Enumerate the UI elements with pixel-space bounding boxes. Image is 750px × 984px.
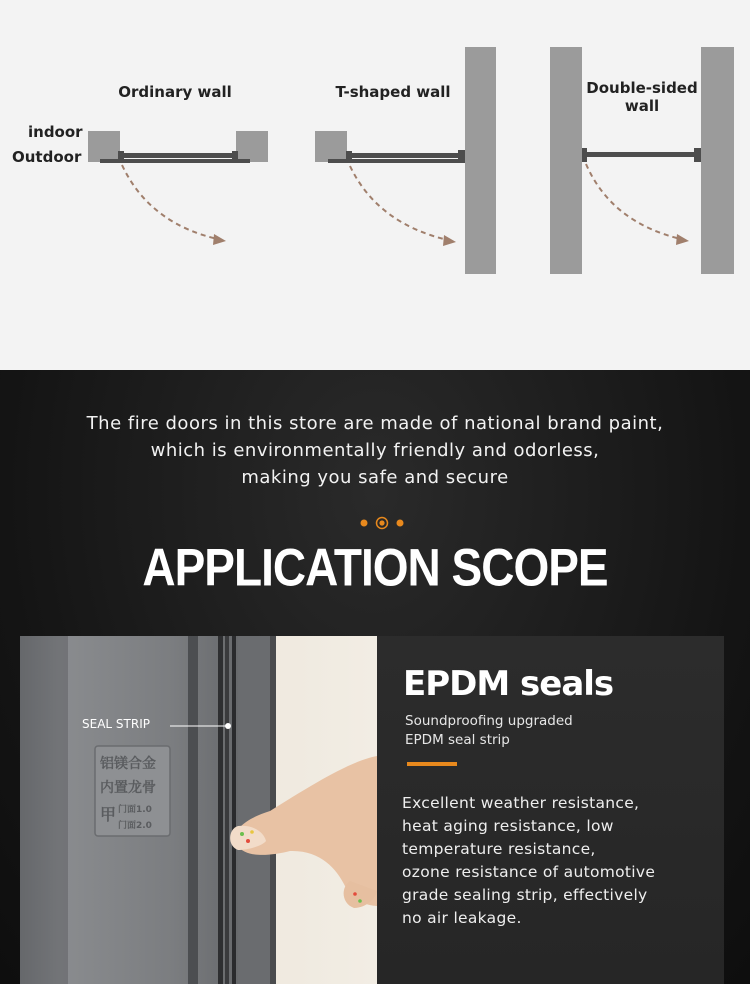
frame-groove (188, 636, 198, 984)
intro-text (0, 410, 750, 491)
frame-outer-edge (238, 636, 275, 984)
seal-strip-dark-2 (225, 636, 229, 984)
wall-types-diagram (0, 0, 750, 370)
svg-text:铝镁合金: 铝镁合金 (100, 756, 156, 772)
door-leaf (585, 152, 695, 157)
feature-desc-line: Excellent weather resistance, (402, 794, 640, 812)
seal-leader-dot (225, 723, 231, 729)
installation-diagram-section (0, 0, 750, 370)
double-sided-wall-label (580, 79, 704, 115)
door-leaf (122, 153, 234, 158)
seal-strip-photo (20, 636, 377, 984)
intro-line-2: which is environmentally friendly and odorless, (150, 440, 600, 461)
indoor-label: indoor (28, 123, 83, 141)
outdoor-label: Outdoor (12, 148, 82, 166)
right-wall-block (236, 131, 268, 162)
dot-right (397, 520, 404, 527)
svg-text:内置龙骨: 内置龙骨 (100, 780, 156, 796)
swing-arrow (350, 166, 452, 241)
arrow-head (213, 234, 226, 245)
feature-desc-line: temperature resistance, (402, 840, 596, 858)
swing-arrow (586, 164, 685, 240)
feature-subtitle-line-2: EPDM seal strip (405, 732, 510, 748)
left-tall-wall (550, 47, 582, 274)
seal-strip-dark-3 (232, 636, 236, 984)
feature-subtitle-line-1: Soundproofing upgraded (405, 713, 573, 729)
ordinary-wall-diagram (88, 131, 268, 245)
nail-dot-red-2 (353, 892, 357, 896)
dot-center (379, 520, 384, 525)
left-wall-block (88, 131, 120, 162)
door-leaf (350, 153, 460, 158)
feature-title: EPDM seals (403, 664, 614, 704)
nail-dot-yellow (250, 830, 254, 834)
right-tall-wall (701, 47, 734, 274)
tall-wall (465, 47, 496, 274)
tshaped-wall-diagram (315, 47, 496, 274)
arrow-head (443, 235, 456, 246)
accent-bar (407, 762, 457, 766)
door-stop (694, 148, 701, 162)
intro-line-3: making you safe and secure (241, 467, 509, 488)
feature-desc-line: heat aging resistance, low (402, 817, 614, 835)
double-sided-wall-label-line1: Double-sided (586, 79, 698, 97)
feature-desc-line: ozone resistance of automotive (402, 863, 656, 881)
nail-dot-green (240, 832, 244, 836)
svg-text:门面1.0: 门面1.0 (118, 805, 152, 815)
arrow-head (676, 234, 689, 245)
ordinary-wall-label: Ordinary wall (118, 83, 232, 101)
svg-text:门面2.0: 门面2.0 (118, 821, 152, 831)
double-sided-wall-label-line2: wall (624, 97, 660, 115)
feature-subtitle (405, 712, 573, 750)
seal-strip-label: SEAL STRIP (82, 717, 150, 731)
section-title: APPLICATION SCOPE (142, 537, 608, 597)
svg-text:甲: 甲 (100, 805, 117, 824)
left-wall-block (315, 131, 347, 162)
nail-dot-green-2 (358, 899, 362, 903)
swing-arrow (122, 165, 222, 240)
decorative-dots (358, 516, 408, 530)
tshaped-wall-label: T-shaped wall (335, 83, 451, 101)
feature-description (402, 792, 702, 930)
frame-edge-shadow (20, 636, 68, 984)
door-frame-illustration (20, 636, 377, 984)
intro-line-1: The fire doors in this store are made of national brand paint, (86, 413, 664, 434)
dot-left (361, 520, 368, 527)
feature-desc-line: grade sealing strip, effectively (402, 886, 648, 904)
feature-desc-line: no air leakage. (402, 909, 522, 927)
feature-panel (377, 636, 724, 984)
nail-dot-red (246, 839, 250, 843)
seal-strip-dark (218, 636, 223, 984)
